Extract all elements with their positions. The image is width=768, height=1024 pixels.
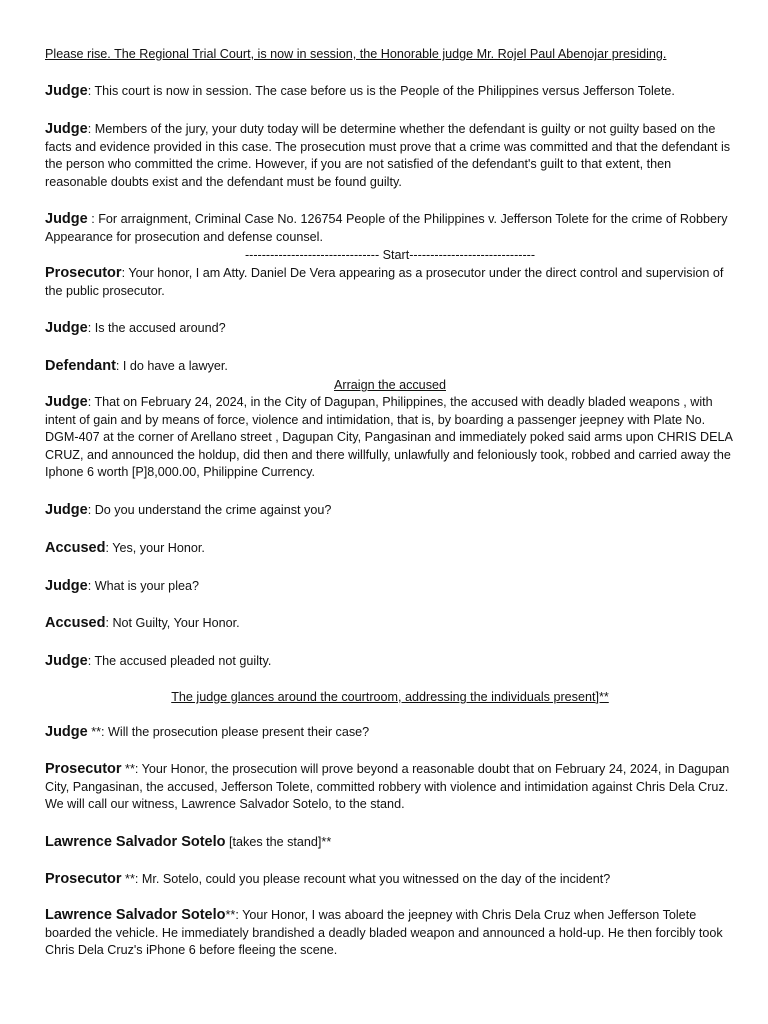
dialogue-text: Mr. Sotelo, could you please recount what you witnessed on the day of the incident? (141, 872, 611, 886)
dialogue-text: Do you understand the crime against you? (94, 503, 332, 517)
dialogue-text: Your Honor, the prosecution will prove beyond a reasonable doubt that on February 24, 2024, in Dagupan City, Pangasinan, the accused, Jefferson Tolete, committed robbery with violence and intimidation against Chris Dela Cruz. We will call our witness, Lawrence Salvador Sotelo, to the stand. (45, 762, 730, 811)
dialogue-entry: Accused: Not Guilty, Your Honor. (45, 615, 240, 631)
speaker-name: Judge (45, 502, 88, 518)
dialogue-entry: Prosecutor: Your honor, I am Atty. Daniel De Vera appearing as a prosecutor under the direct control and supervision of the public prosecutor. (45, 265, 724, 298)
dialogue-entry: Judge: Is the accused around? (45, 320, 226, 336)
dialogue-entry: Prosecutor **: Your Honor, the prosecution will prove beyond a reasonable doubt that on February 24, 2024, in Dagupan City, Pangasinan, the accused, Jefferson Tolete, committed robbery with violence and intimidation against Chris Dela Cruz. We will call our witness, Lawrence Salvador Sotelo, to the stand. (45, 761, 730, 811)
dialogue-text: Not Guilty, Your Honor. (112, 616, 240, 630)
dialogue-entry: Judge: This court is now in session. The case before us is the People of the Philippines versus Jefferson Tolete. (45, 83, 675, 99)
dialogue-text: I do have a lawyer. (122, 359, 228, 373)
stage-direction: The judge glances around the courtroom, addressing the individuals present]** (171, 690, 609, 704)
arraign-heading: Arraign the accused (333, 378, 446, 392)
dialogue-text: Members of the jury, your duty today will be determine whether the defendant is guilty or not guilty based on the facts and evidence provided in this case. The prosecution must prove that a crime was committed and that the defendant is the person who committed the crime. However, if you are not satisfied of the defendant's guilt to that extent, then reasonable doubts exist and the defendant must be found guilty. (45, 122, 731, 189)
dialogue-entry: Defendant: I do have a lawyer. (45, 358, 228, 374)
dialogue-text: Is the accused around? (94, 321, 226, 335)
dialogue-entry: Judge: Do you understand the crime against you? (45, 502, 332, 518)
dialogue-text: For arraignment, Criminal Case No. 126754 People of the Philippines v. Jefferson Tolete for the crime of Robbery Appearance for prosecution and defense counsel. (45, 212, 728, 244)
speaker-name: Prosecutor (45, 761, 122, 777)
dialogue-entry: Judge: What is your plea? (45, 578, 200, 594)
start-divider: -------------------------------- Start------------------------------ (244, 248, 536, 262)
dialogue-text: Yes, your Honor. (112, 541, 205, 555)
speaker-name: Judge (45, 394, 88, 410)
dialogue-text: Your Honor, I was aboard the jeepney with Chris Dela Cruz when Jefferson Tolete boarded the vehicle. He immediately brandished a deadly bladed weapon and announced a hold-up. He then forcibly took Chris Dela Cruz's iPhone 6 before fleeing the scene. (45, 908, 723, 957)
speaker-name: Prosecutor (45, 265, 122, 281)
dialogue-entry: Judge: The accused pleaded not guilty. (45, 653, 272, 669)
dialogue-entry: Judge: That on February 24, 2024, in the City of Dagupan, Philippines, the accused with deadly bladed weapons , with intent of gain and by means of force, violence and intimidation, that is, by boarding a passenger jeepney with Plate No. DGM-407 at the corner of Arellano street , Dagupan City, Pangasinan and immediately poked said arms upon CHRIS DELA CRUZ, and announced the holdup, did then and there willfully, unlawfully and feloniously took, robbed and carried away the Iphone 6 worth [P]8,000.00, Philippine Currency. (45, 394, 733, 479)
dialogue-entry (45, 834, 735, 852)
dialogue-text: The accused pleaded not guilty. (94, 654, 272, 668)
speaker-name: Lawrence Salvador Sotelo (45, 907, 226, 923)
dialogue-text: This court is now in session. The case before us is the People of the Philippines versus Jefferson Tolete. (94, 84, 675, 98)
speaker-name: Accused (45, 615, 106, 631)
speaker-name: Judge (45, 83, 88, 99)
dialogue-entry: Judge **: Will the prosecution please present their case? (45, 724, 370, 740)
speaker-name: Judge (45, 121, 88, 137)
dialogue-entry: Judge: Members of the jury, your duty today will be determine whether the defendant is guilty or not guilty based on the facts and evidence provided in this case. The prosecution must prove that a crime was committed and that the defendant is the person who committed the crime. However, if you are not satisfied of the defendant's guilt to that extent, then reasonable doubts exist and the defendant must be found guilty. (45, 121, 731, 189)
dialogue-entry: Judge : For arraignment, Criminal Case No. 126754 People of the Philippines v. Jefferson Tolete for the crime of Robbery Appearance for prosecution and defense counsel. (45, 211, 728, 244)
speaker-name: Judge (45, 578, 88, 594)
speaker-name: Judge (45, 653, 88, 669)
dialogue-entry: Prosecutor **: Mr. Sotelo, could you please recount what you witnessed on the day of the incident? (45, 871, 611, 887)
dialogue-text: Your honor, I am Atty. Daniel De Vera appearing as a prosecutor under the direct control and supervision of the public prosecutor. (45, 266, 724, 298)
dialogue-text: [takes the stand]** (229, 835, 332, 849)
dialogue-entry: Lawrence Salvador Sotelo**: Your Honor, I was aboard the jeepney with Chris Dela Cruz when Jefferson Tolete boarded the vehicle. He immediately brandished a deadly bladed weapon and announced a hold-up. He then forcibly took Chris Dela Cruz's iPhone 6 before fleeing the scene. (45, 907, 723, 957)
dialogue-text: Will the prosecution please present their case? (108, 725, 370, 739)
speaker-name: Accused (45, 540, 106, 556)
speaker-name: Judge (45, 211, 88, 227)
speaker-name: Judge (45, 320, 88, 336)
court-opening-line: Please rise. The Regional Trial Court, is now in session, the Honorable judge Mr. Rojel Paul Abenojar presiding. (45, 47, 667, 61)
dialogue-text: What is your plea? (94, 579, 200, 593)
dialogue-text: That on February 24, 2024, in the City of Dagupan, Philippines, the accused with deadly bladed weapons , with intent of gain and by means of force, violence and intimidation, that is, by boarding a passenger jeepney with Plate No. DGM-407 at the corner of Arellano street , Dagupan City, Pangasinan and immediately poked said arms upon CHRIS DELA CRUZ, and announced the holdup, did then and there willfully, unlawfully and feloniously took, robbed and carried away the Iphone 6 worth [P]8,000.00, Philippine Currency. (45, 395, 733, 479)
speaker-name: Judge (45, 724, 88, 740)
speaker-name: Lawrence Salvador Sotelo (45, 834, 226, 850)
dialogue-entry: Accused: Yes, your Honor. (45, 540, 205, 556)
speaker-name: Prosecutor (45, 871, 122, 887)
speaker-name: Defendant (45, 358, 116, 374)
